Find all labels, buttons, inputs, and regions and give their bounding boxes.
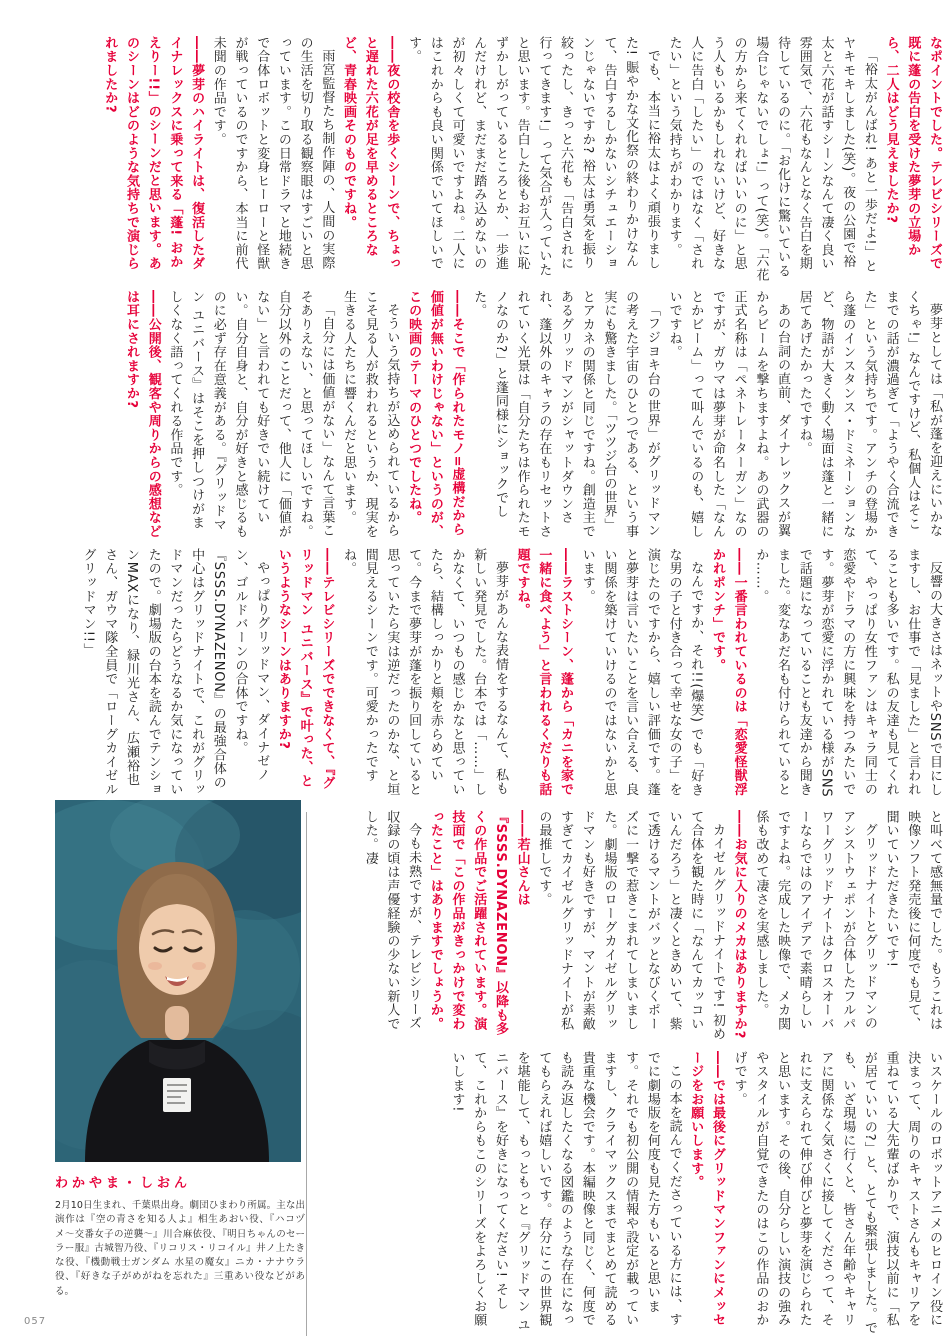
interviewee-answer: 「裕太がんばれ! あと一歩だよ!」とヤキモキしました(笑)。夜の公園で裕太と六花が話すシーンなんて凄く良い雰囲気で、六花もなんとなく告白を期待しているのに。「お化けに驚いている場合じゃないでしょ!」って(笑)。「六花の方から来てくれればいいのに」と思う人もいるかもしれないけど、好きな人に告白「したい」のではなく「されたい」という気持ちがわかります。 [666, 36, 877, 282]
portrait-photo [55, 800, 301, 1162]
photo-text-divider [306, 812, 307, 1336]
interviewee-answer: グリッドナイトとグリッドマンのアシストウェポンが合体したフルパワーグリッドナイトはクロスオーバーならではのアイデアで素晴らしいですよね。完成した映像で、メカ関係も改めて凄さを実感しました。 [753, 810, 877, 1031]
interviewer-question: ――テレビシリーズでできなくて、『グリッドマン ユニバース』で叶った、というようなシーンはありますか? [275, 548, 335, 790]
interviewee-answer: 「フジヨキ台の世界」がグリッドマンの考えた宇宙のひとつである、という事実にも驚きました。「ツツジ台の世界」とアカネの関係と同じですね。創造主であるグリッドマンがシャットダウンされ、蓬以外のキャラの存在もリセットされていく光景は「自分たちは作られたモノなのか?」と蓬同様にショックでした。 [471, 290, 660, 539]
interview-band-2 [28, 290, 945, 540]
interviewee-answer: やっぱりグリッドマン、ダイナゼノン、ゴルドバーンの合体ですね。『SSSS.DYNAZENON』の最強合体の中心はグリッドナイトで、これがグリッドマンだったらどうなるか気になっていたので。劇場版の台本を読んでテンションMAXになり、緑川光さん、広瀬裕也さん、ガウマ隊全員で「ローグカイゼルグリッドマン!!」 [80, 548, 270, 797]
interview-band-1 [28, 36, 945, 282]
hoodie-graphic [163, 1078, 191, 1112]
interviewer-question: ――夢芽のハイライトは、復活したダイナレックスに乗って来る「蓬! おかえりー!!」のシーンだと思います。あのシーンはどのような気持ちで演じられましたか? [102, 36, 205, 271]
interview-band-4 [318, 810, 945, 1043]
interviewee-answer: カイゼルグリッドナイトです! 初めて合体を観た時に「なんてカッコいいんだろう」と凄くときめいて、紫で透けるマントがバッとなびくポーズに一撃で惹きこまれてしまいました。劇場版のローグカイゼルグリッドマンも好きですが、マントが素敵すぎてカイゼルグリッドナイトが私の最推しです。 [536, 810, 725, 1041]
interviewee-answer: いスケールのロボットアニメのヒロイン役に決まって、周りのキャストさんもキャリアを重ねている大先輩ばかりで、演技以前に「私が居ていいの?」と、とても緊張しました。でも、いざ現場に行くと、皆さん年齢やキャリアに関係なく気さくに接してくださって、それに支えられて伸び伸びと夢芽を演じられたと思います。その後、自分らしい演技の強みやスタイルが自覚できたのはこの作品のおかげです。 [731, 1051, 942, 1335]
interviewee-answer: 「自分には価値がない」なんて言葉こそありえない、と思ってほしいですね。自分以外のことだって、他人に「価値がない」と言われても好きでい続けていい。自分自身と、自分が好きと感じるものに必ず存在意義がある。『グリッドマン ユニバース』はそこを押しつけがましくなく語ってくれる作品です。 [167, 290, 335, 539]
interviewer-question: ――一番言われているのは「恋愛怪獣浮かれポンチ」です。 [709, 548, 747, 797]
interviewer-question: ――若山さんは『SSSS.DYNAZENON』以降も多くの作品でご活躍されています。演技面で「この作品がきっかけで変わったこと」はありますでしょうか。 [427, 810, 530, 1036]
interviewer-question: ――夜の校舎を歩くシーンで、ちょっと遅れた六花が足を早めるところなど、青春映画そのものですね。 [341, 36, 400, 271]
interviewee-answer: 反響の大きさはネットやSNSで目にしますし、お仕事で「見ました」と言われることも多いです。私の友達も見てくれて、やっぱり女性ファンはキャラ同士の恋愛やドラマの方に興味を持つみたいです。夢芽が恋愛に浮かれている様がSNSで話題になっていることも友達から聞きました。変なあだ名も付けられているとか……。 [753, 548, 942, 798]
interviewer-question: ――公開後、観客や周りからの感想などは耳にされますか? [123, 290, 161, 539]
interviewee-answer: 夢芽としては「私が蓬を迎えにいかなくちゃ!」なんですけど、私個人はそこまでの話が濃過ぎて「ようやく合流できた」という気持ちです。アンチの登場から蓬のインスタンス・ドミネーションなど、物語が大きく動く場面は蓬と一緒に居てあげたかったですね。 [796, 290, 942, 539]
interviewee-answer: 今も未熟ですが、テレビシリーズ収録の頃は声優経験の少ない新人でした。凄 [362, 810, 422, 1031]
interviewer-question: ――お気に入りのメカはありますか? [731, 810, 747, 1040]
page-number: 057 [24, 1316, 47, 1327]
interview-band-5 [318, 1051, 945, 1337]
interviewer-question: ――では最後にグリッドマンファンにメッセージをお願いします。 [688, 1051, 725, 1327]
interviewer-question: なポイントでした。テレビシリーズで既に蓬の告白を受けた夢芽の立場から、二人はどう見えましたか? [883, 36, 942, 271]
portrait-illustration [55, 800, 301, 1162]
interviewee-answer: でも、本当に裕太はよく頑張りました! 賑やかな文化祭の終わりかけなんて、告白するしかないシチュエーションじゃないですか? 裕太は勇気を振り絞ったし、きっと六花も「告白されに行ってきます!」って気合が入っていたと思います。告白した後もお互いに恥ずかしがっているところとか、一歩進んだけれど、まだまだ踏み込めないのが初々しくて可愛いですよね。二人にはこれからも良い関係でいてほしいです。 [406, 36, 660, 277]
interviewee-answer: 夢芽があんな表情をするなんて、私も新しい発見でした。台本では「……」しかなくて、いつもの感じかなと思っていたら、結構しっかりと頬を赤らめていて。今まで夢芽が蓬を振り回していると思っていたら実は逆だったのかな、と垣間見えるシーンです。可愛かったですね。 [341, 548, 508, 797]
interviewer-question: ――そこで「作られたモノ=虚構だから価値が無いわけじゃない」というのが、この映画のテーマのひとつでしたね。 [406, 290, 465, 539]
interview-band-3 [28, 548, 945, 800]
interviewee-answer: そういう気持ちが込められているからこそ見る人が救われるというか、現実を生きる人たちに響くんだと思います。 [341, 290, 400, 539]
profile-block [55, 1172, 305, 1299]
profile-bio: 2月10日生まれ、千葉県出身。劇団ひまわり所属。主な出演作は『空の青さを知る人よ』相生あおい役、『ハコヅメ〜交番女子の逆襲〜』川合麻依役、『明日ちゃんのセーラー服』古城智乃役、『リコリス・リコイル』井ノ上たきな役、『機動戦士ガンダム 水星の魔女』ニカ・ナナウラ役、『好きな子がめがねを忘れた』三重あい役などがある。 [55, 1200, 305, 1297]
interviewee-answer: 雨宮監督たち制作陣の、人間の実際の生活を切り取る観察眼はすごいと思っています。この日常ドラマと地続きで合体ロボットと変身ヒーローと怪獣が戦っているのですから、本当に前代未聞の作品です。 [210, 36, 335, 271]
profile-name: わかやま・しおん [55, 1176, 192, 1191]
interviewee-answer: なんですか、それ!!(爆笑) でも「好きな男の子と付き合って幸せな女の子」を演じたのですから、嬉しい評価です。蓬と夢芽は言いたいことを言い合える、良い関係を築けていけるのではないかと思います。 [579, 548, 704, 797]
interviewee-answer: と叫べて感無量でした。もうこれは映像ソフト発売後に何度でも見て、聞いていただきたいです! [883, 810, 942, 1031]
interviewee-answer: あの台詞の直前、ダイナレックスが翼からビームを撃ちますよね。あの武器の正式名称は「ペネトレーターガン」なのですが、ガウマは夢芽が命名した「なんとかビーム」って叫んでいるのも、嬉しいですね。 [666, 290, 791, 539]
interviewee-answer: この本を読んでくださっている方には、すでに劇場版を何度も見た方もいると思います。それでも初公開の情報や設定が載っていますし、クライマックスまでまとめて読める貴重な機会です。本編映像と同じく、何度でも読み返したくなる図鑑のような存在になってもらえれば嬉しいです。存分にこの世界観を堪能して、もっともっと『グリッドマン ユニバース』を好きになってください! そして、これからもこのシリーズをよろしくお願いします! [449, 1051, 682, 1332]
interviewer-question: ――ラストシーン、蓬から「カニを家で一緒に食べよう」と言われるくだりも話題ですね。 [514, 548, 574, 797]
